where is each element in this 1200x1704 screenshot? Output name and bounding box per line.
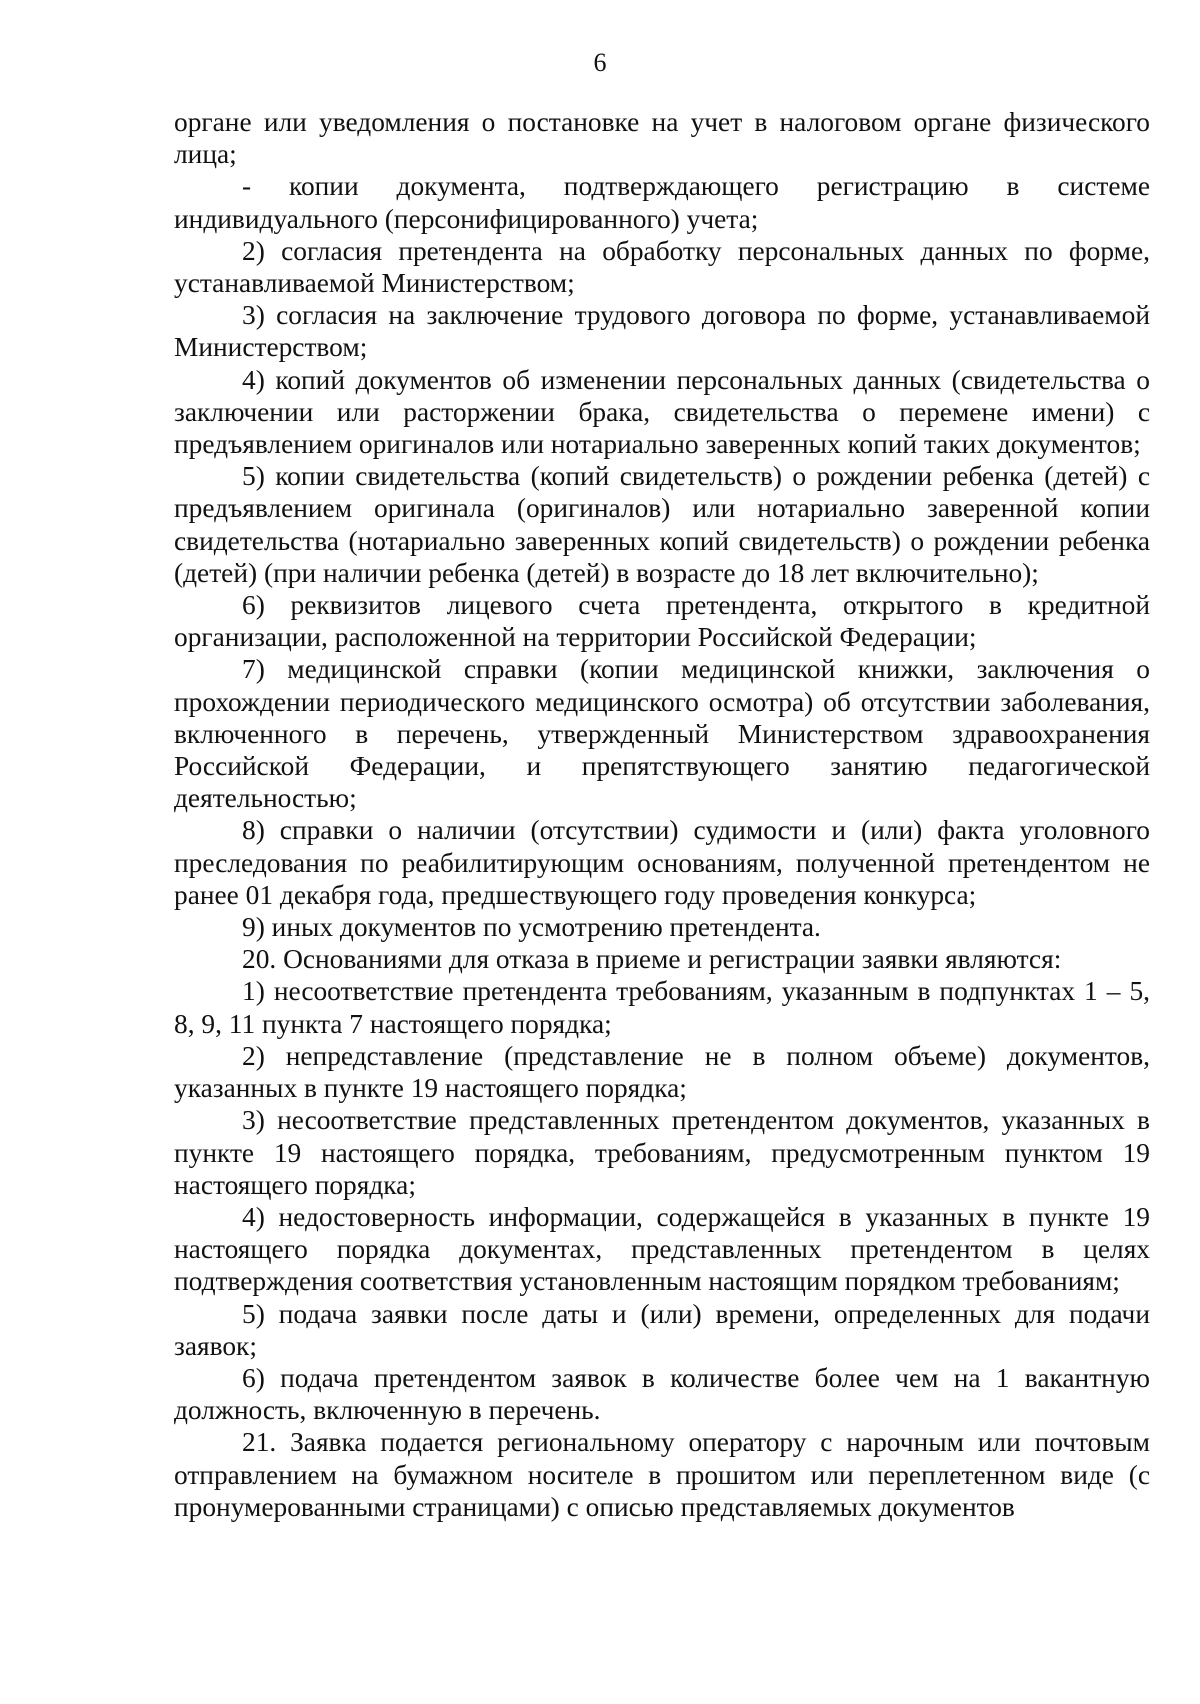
paragraph: органе или уведомления о постановке на учет в налоговом органе физического лица; — [174, 107, 1150, 170]
paragraph: 1) несоответствие претендента требованиям, указанным в подпунктах 1 – 5, 8, 9, 11 пункта 7 настоящего порядка; — [174, 976, 1150, 1039]
paragraph: 5) копии свидетельства (копий свидетельств) о рождении ребенка (детей) с предъявлением оригинала (оригиналов) или нотариально заверенной копии свидетельства (нотариально заверенных копий свидетельств) о рождении ребенка (детей) (при наличии ребенка (детей) в возрасте до 18 лет включительно); — [174, 461, 1150, 588]
paragraph: 3) несоответствие представленных претендентом документов, указанных в пункте 19 настоящего порядка, требованиям, предусмотренным пунктом 19 настоящего порядка; — [174, 1105, 1150, 1200]
paragraph: 4) копий документов об изменении персональных данных (свидетельства о заключении или расторжении брака, свидетельства о перемене имени) с предъявлением оригиналов или нотариально заверенных копий таких документов; — [174, 364, 1150, 460]
paragraph: 9) иных документов по усмотрению претендента. — [242, 912, 821, 943]
paragraph: 2) согласия претендента на обработку персональных данных по форме, устанавливаемой Министерством; — [174, 235, 1150, 299]
paragraph: 2) непредставление (представление не в полном объеме) документов, указанных в пункте 19 настоящего порядка; — [174, 1040, 1150, 1104]
paragraph: - копии документа, подтверждающего регистрацию в системе индивидуального (персонифицированного) учета; — [174, 171, 1150, 234]
paragraph: 5) подача заявки после даты и (или) времени, определенных для подачи заявок; — [174, 1298, 1150, 1361]
paragraph: 3) согласия на заключение трудового договора по форме, устанавливаемой Министерством; — [174, 300, 1150, 363]
paragraph: 20. Основаниями для отказа в приеме и регистрации заявки являются: — [242, 944, 1062, 975]
paragraph: 6) реквизитов лицевого счета претендента, открытого в кредитной организации, расположенной на территории Российской Федерации; — [174, 590, 1150, 653]
document-body — [174, 106, 1150, 1523]
paragraph: 21. Заявка подается региональному оператору с нарочным или почтовым отправлением на бумажном носителе в прошитом или переплетенном виде (с пронумерованными страницами) с описью представляемых документов — [174, 1427, 1150, 1522]
paragraph: 8) справки о наличии (отсутствии) судимости и (или) факта уголовного преследования по реабилитирующим основаниям, полученной претендентом не ранее 01 декабря года, предшествующего году проведения конкурса; — [174, 815, 1150, 910]
paragraph: 7) медицинской справки (копии медицинской книжки, заключения о прохождении периодического медицинского осмотра) об отсутствии заболевания, включенного в перечень, утвержденный Министерством здравоохранения Российской Федерации, и препятствующего занятию педагогической деятельностью; — [174, 654, 1150, 814]
page-number: 6 — [593, 48, 607, 77]
paragraph: 6) подача претендентом заявок в количестве более чем на 1 вакантную должность, включенную в перечень. — [174, 1362, 1150, 1426]
paragraph: 4) недостоверность информации, содержащейся в указанных в пункте 19 настоящего порядка документах, представленных претендентом в целях подтверждения соответствия установленным настоящим порядком требованиям; — [174, 1201, 1150, 1297]
